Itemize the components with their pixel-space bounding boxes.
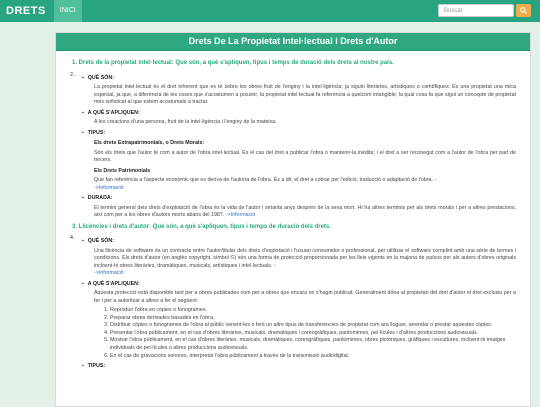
- que-son-text-2: Una llicència de software és un contracte entre l'autor/titular dels drets d'explotació i l'usuari consumidor o professional, per utilitzar el software complint amb una sèrie de termes i condicions. Els drets d'autor (en anglès copyright, símbol ©) són una forma de protecció proporcionada per les lleis vigents en la majoria de països per als autors d'obres originals incloent-hi obres literàries, dramàtiques, musicals, artístiques i intel·lectuals. -: [94, 247, 516, 269]
- rights-list: [102, 307, 516, 360]
- section-2-title: 3. Llicències i drets d'autor: Què són, a què s'apliquen, tipus i temps de duració dels drets.: [72, 223, 331, 230]
- section-1-title: 1. Drets de la propietat intel·lectual: Què són, a què s'apliquen, tipus i temps de duració dels drets al nostre país.: [72, 60, 394, 66]
- list-item: 5. Mostrar l'obra públicament, en el cas d'obres literàries, musicals, dramàtiques, coreogràfiques, pantomimes, obres pictòriques, gràfiques i escultures, incloent-hi imatges individuals de pel·lícules o altres produccions audiovisuals.: [110, 337, 516, 352]
- navbar: [0, 0, 540, 22]
- section-1-item: [70, 72, 516, 222]
- que-son-paragraph-2: [94, 248, 516, 278]
- list-item: 4. Presentar l'obra públicament, en el cas d'obres literàries, musicals, dramàtiques i coreogràfiques, pantomimes, pel·lícules i d'altres produccions audiovisuals.: [110, 330, 516, 338]
- search-button[interactable]: [516, 4, 531, 17]
- a-que-text: A les creacions d'una persona, fruit de la intel·ligència i l'enginy de la mateixa.: [94, 119, 277, 126]
- list-item: 6. En el cas de gravacions sonores, interpretar l'obra públicament a través de la transmissió àudiodigital.: [110, 353, 516, 361]
- search-input[interactable]: Buscar: [438, 4, 514, 17]
- section-2-item: [70, 235, 516, 370]
- page-title: Drets De La Propietat Intel·lectual i Drets d'Autor: [56, 33, 530, 51]
- que-son-heading-2: ▪ QUÈ SÓN:: [82, 238, 516, 246]
- list-item: 1. Reproduir l'obra en còpies o fonogrames.: [110, 307, 516, 315]
- a-que-text-2: Aquesta protecció està disponible tant per a obres publicades com per a obres que encara no s'hagin publicat. Generalment dóna al propietari del dret d'autor el dret exclusiu per a fer i per a autoritzar a altres a fer el següent:: [94, 290, 516, 304]
- que-son-text: La propietat intel·lectual és el dret inherent que es té sobre les obres fruit de l'enginy i la intel·ligència; ja siguin literàries, artístiques o científiques. És una propietat una mica especial, ja que, a diferència de les coses que s'acostumen a posseir, la propietat intel·lectual fa referència a quelcom intangible; la qual cosa fa que sigui un concepte de propietat més sofisticat al que estem acostumats a tractar.: [94, 84, 516, 106]
- list-item: 2. Preparar obres derivades basades en l'obra.: [110, 315, 516, 323]
- durada-info-link[interactable]: ->Informació: [225, 212, 256, 219]
- item-number: 2.: [70, 71, 75, 78]
- que-son-heading: ▪ QUÈ SÓN:: [82, 75, 516, 83]
- tipus-sub1-text: Són els drets que l'autor té com a autor de l'obra intel·lectual. És el cas del dret a publicar l'obra o mantenir-la inèdita; i el dret a ser reconegut com a l'autor de l'obra per part de tercers.: [94, 149, 516, 164]
- item-number: 4.: [70, 235, 75, 242]
- durada-heading: ▪ DURADA:: [82, 195, 516, 203]
- tipus-sub2-paragraph: [94, 177, 516, 192]
- tipus-sub1-heading: Els drets Extrapatrimonials, o Drets Morals:: [94, 140, 205, 147]
- content-card: [55, 32, 531, 407]
- durada-text: El termini general dels drets d'explotació de l'obra és la vida de l'autor i setanta anys després de la seva mort. Hi ha altres terminis per als drets morals i per a altres prestacions, així com per a les obres d'autors morts abans del 1987.: [94, 204, 516, 219]
- list-item: 3. Distribuir còpies o fonogrames de l'obra al públic venent-les o fent un altre tipus de transferències de propietat com ara lloguer, arrendar o prestar aquestes còpies.: [110, 322, 516, 330]
- a-que-heading-2: ▪ A QUÈ S'APLIQUEN:: [82, 281, 516, 289]
- tipus-sub2-text: Que fan referència a l'aspecte econòmic que es deriva de l'autoria de l'obra. És a dir, el dret a cobrar per l'edició, traducció o adaptació de l'obra. -: [94, 177, 437, 184]
- nav-home-link[interactable]: INICI: [54, 0, 82, 22]
- tipus-heading: ▪ TIPUS:: [82, 130, 516, 138]
- brand-logo[interactable]: DRETS: [6, 5, 46, 17]
- que-son-info-link[interactable]: ->Informació: [94, 270, 124, 277]
- search-icon: [520, 7, 527, 14]
- tipus-heading-2: ▪ TIPUS:: [82, 363, 516, 371]
- info-link[interactable]: ->Informació: [94, 184, 124, 191]
- durada-paragraph: [94, 205, 516, 220]
- a-que-heading: ▪ A QUÈ S'APLIQUEN:: [82, 110, 516, 118]
- tipus-sub2-heading: Els Drets Patrimonials: [94, 167, 151, 174]
